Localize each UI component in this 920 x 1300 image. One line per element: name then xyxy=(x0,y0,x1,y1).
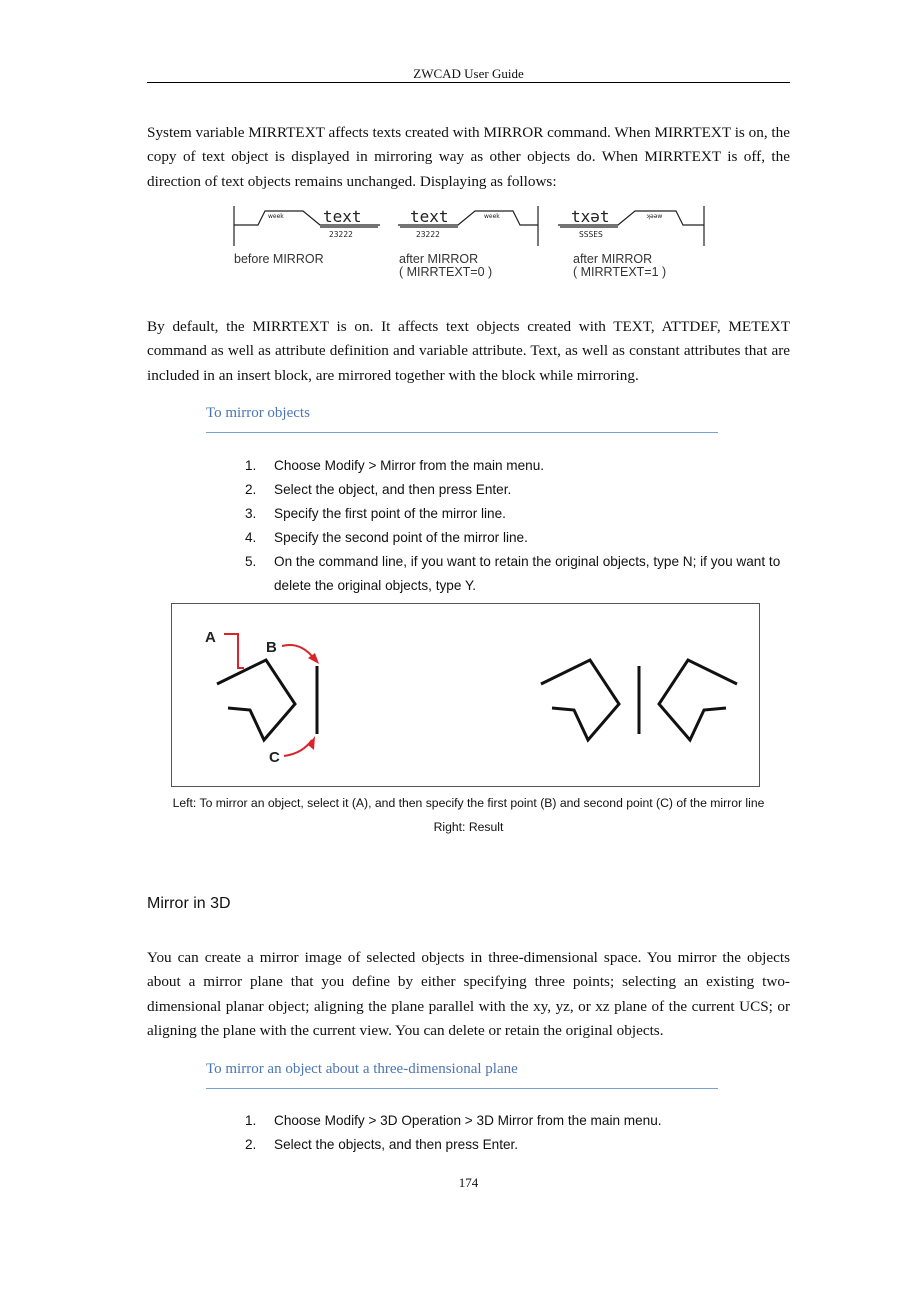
figure-caption-left: Left: To mirror an object, select it (A), and then specify the first point (B) and second point (C) of the mirror line xyxy=(172,796,765,810)
text-before: text xyxy=(323,207,362,226)
step-text: Select the object, and then press Enter. xyxy=(274,482,512,497)
list-item xyxy=(245,502,790,526)
caption-after-0-line1: after MIRROR xyxy=(399,252,479,266)
step-text: Choose Modify > Mirror from the main menu. xyxy=(274,458,545,473)
step-number: 1. xyxy=(245,1113,257,1128)
step-number: 2. xyxy=(245,482,257,497)
intro-paragraph: System variable MIRRTEXT affects texts created with MIRROR command. When MIRRTEXT is on, the copy of text object is displayed in mirroring way as other objects do. When MIRRTEXT is off, the direction of text objects remains unchanged. Displaying as follows: xyxy=(147,124,790,190)
procedure-steps-mirror xyxy=(245,454,790,598)
label-b: B xyxy=(266,639,277,656)
annotation-b-arrow xyxy=(282,645,319,664)
annotation-c-arrow xyxy=(284,736,315,756)
list-item xyxy=(245,454,790,478)
tag-before: week xyxy=(268,213,284,220)
text-after-0: text xyxy=(410,207,449,226)
step-number: 2. xyxy=(245,1137,257,1152)
step-text: Specify the first point of the mirror line. xyxy=(274,506,506,521)
caption-after-1-line1: after MIRROR xyxy=(573,252,653,266)
default-note-paragraph: By default, the MIRRTEXT is on. It affects text objects created with TEXT, ATTDEF, METEXT command as well as attribute definition and variable attribute. Text, as well as constant attributes that are included in an insert block, are mirrored together with the block while mirroring. xyxy=(147,318,790,384)
step-number: 4. xyxy=(245,530,257,545)
step-number: 1. xyxy=(245,458,257,473)
number-after-1: SSSES xyxy=(579,230,603,239)
step-text: Choose Modify > 3D Operation > 3D Mirror from the main menu. xyxy=(274,1113,662,1128)
tag-after-1: ʞəəw xyxy=(646,213,663,220)
step-text: Specify the second point of the mirror line. xyxy=(274,530,528,545)
procedure-title-mirror: To mirror objects xyxy=(206,405,310,421)
step-number: 3. xyxy=(245,506,257,521)
label-a: A xyxy=(205,629,216,646)
result-original-object xyxy=(541,660,619,740)
caption-after-1-line2: ( MIRRTEXT=1 ) xyxy=(573,265,667,279)
mirrtext-figure xyxy=(228,200,710,286)
page-header: ZWCAD User Guide xyxy=(413,66,524,81)
step-number: 5. xyxy=(245,554,257,569)
mirror-figure xyxy=(171,603,760,787)
list-item xyxy=(245,478,790,502)
number-before: 23222 xyxy=(329,230,353,239)
step-text: Select the objects, and then press Enter. xyxy=(274,1137,519,1152)
annotation-a xyxy=(224,634,244,668)
page-number: 174 xyxy=(458,1175,479,1190)
tag-after-0: week xyxy=(484,213,500,220)
list-item xyxy=(245,550,790,598)
figure-caption-right: Right: Result xyxy=(433,820,504,834)
procedure-title-3d-mirror: To mirror an object about a three-dimensional plane xyxy=(206,1061,518,1077)
header-rule xyxy=(147,82,790,83)
caption-after-0-line2: ( MIRRTEXT=0 ) xyxy=(399,265,493,279)
result-mirrored-object xyxy=(659,660,737,740)
procedure-title-rule-3d xyxy=(206,1088,718,1089)
section-title: Mirror in 3D xyxy=(147,895,231,912)
list-item xyxy=(245,526,790,550)
list-item xyxy=(245,1109,790,1133)
section-paragraph: You can create a mirror image of selected objects in three-dimensional space. You mirror the objects about a mirror plane that you define by either specifying three points; selecting an existing two-dimensional planar object; aligning the plane parallel with the xy, yz, or xz plane of the current UCS; or aligning the plane with the current view. You can delete or retain the original objects. xyxy=(147,949,790,1040)
procedure-steps-3d-mirror xyxy=(245,1109,790,1157)
original-object xyxy=(217,660,295,740)
text-after-1: txət xyxy=(571,207,610,226)
procedure-title-rule xyxy=(206,432,718,433)
caption-before: before MIRROR xyxy=(234,252,324,266)
step-text: On the command line, if you want to retain the original objects, type N; if you want to delete the original objects, type Y. xyxy=(274,554,781,593)
number-after-0: 23222 xyxy=(416,230,440,239)
list-item xyxy=(245,1133,790,1157)
label-c: C xyxy=(269,749,280,766)
